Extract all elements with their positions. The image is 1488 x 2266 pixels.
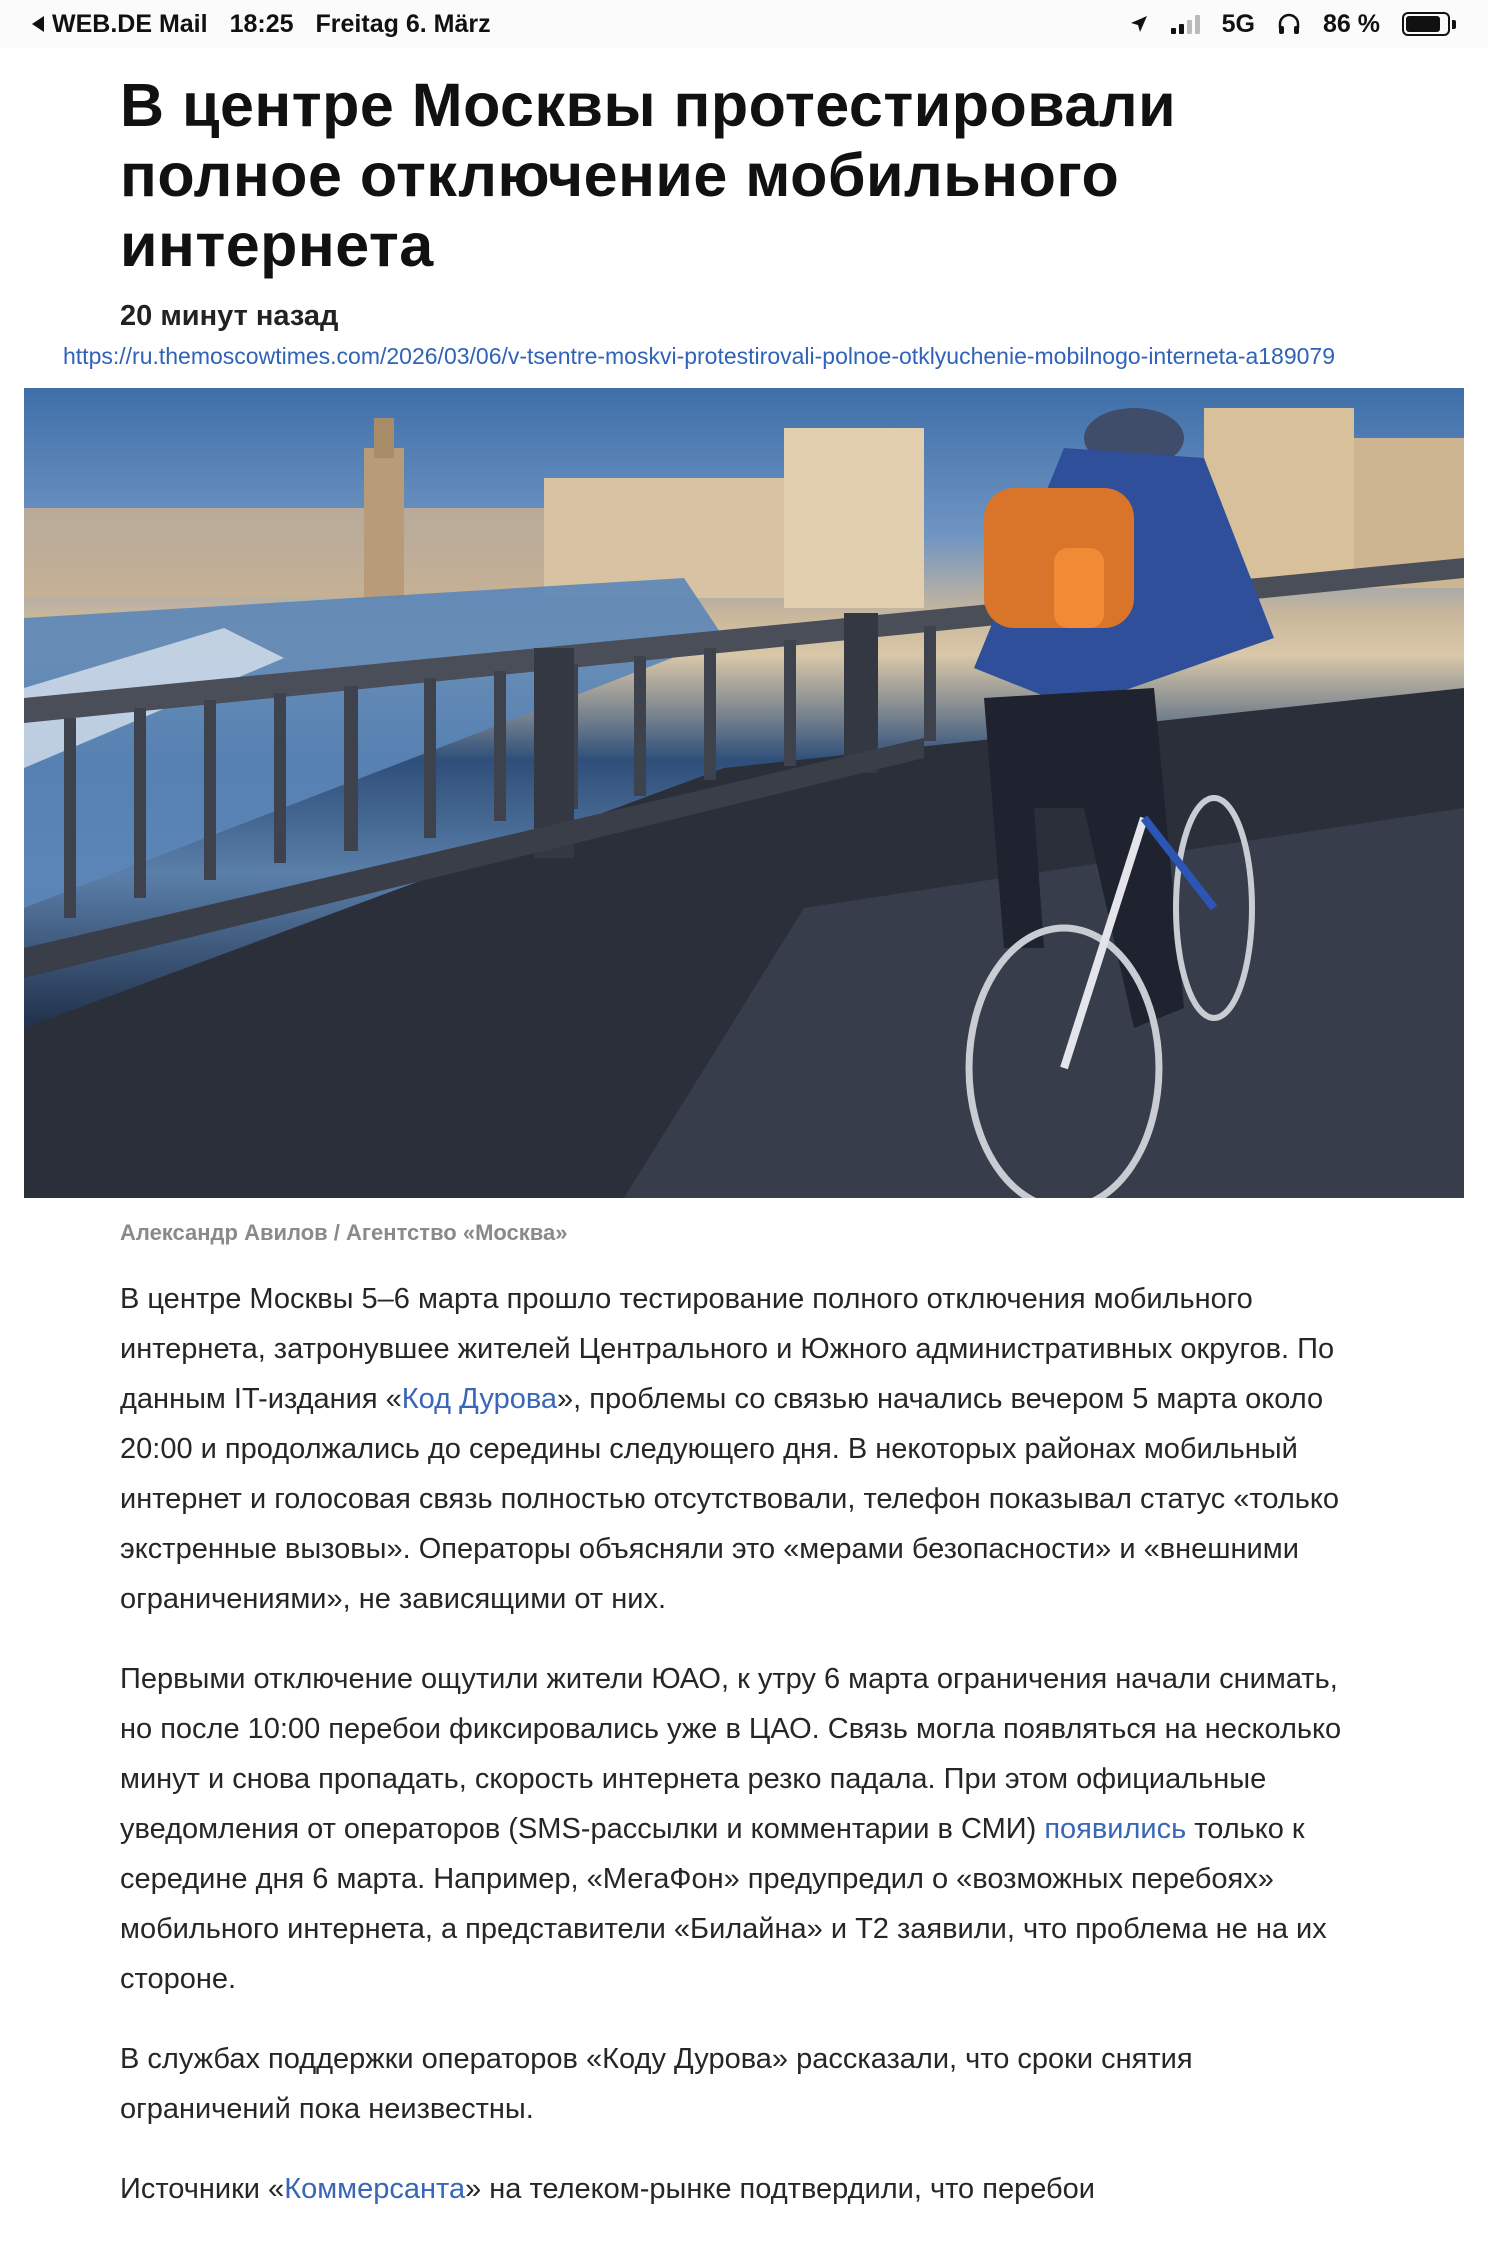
headphones-icon [1277,13,1301,35]
back-app-label: WEB.DE Mail [52,9,208,38]
paragraph-4: Источники «Коммерсанта» на телеком-рынке подтвердили, что перебои [120,2173,1095,2205]
paragraph-3: В службах поддержки операторов «Коду Дурова» рассказали, что сроки снятия ограничений пока неизвестны. [120,2043,1193,2125]
cellular-signal-icon [1171,14,1200,34]
kommersant-link[interactable]: Коммерсанта [284,2173,466,2205]
clock: 18:25 [229,9,294,38]
back-to-app-button[interactable] [32,10,208,39]
paragraph-2: Первыми отключение ощутили жители ЮАО, к утру 6 марта ограничения начали снимать, но после 10:00 перебои фиксировались уже в ЦАО. Связь могла появляться на несколько минут и снова пропадать, скорость интернета резко падала. При этом официальные уведомления от операторов (SMS-рассылки и комментарии в СМИ) появились только к середине дня 6 марта. Например, «МегаФон» предупредил о «возможных перебоях» мобильного интернета, а представители «Билайна» и Т2 заявили, что проблема не на их стороне. [120,1663,1342,1995]
back-arrow-icon [32,16,44,32]
battery-icon [1402,12,1456,36]
battery-percent: 86 % [1323,9,1380,38]
kod-durova-link[interactable]: Код Дурова [401,1383,558,1415]
article-time: 20 минут назад [120,300,339,332]
date: Freitag 6. März [315,9,491,38]
article-body [120,1274,1360,2214]
paragraph-1: В центре Москвы 5–6 марта прошло тестирование полного отключения мобильного интернета, затронувшее жителей Центрального и Южного административных округов. По данным IT-издания «Код Дурова», проблемы со связью начались вечером 5 марта около 20:00 и продолжались до середины следующего дня. В некоторых районах мобильный интернет и голосовая связь полностью отсутствовали, телефон показывал статус «только экстренные вызовы». Операторы объясняли это «мерами безопасности» и «внешними ограничениями», не зависящими от них. [120,1283,1340,1615]
source-url-link[interactable]: https://ru.themoscowtimes.com/2026/03/06/v-tsentre-moskvi-protestirovali-polnoe-otklyuchenie-mobilnogo-interneta-a189079 [63,343,1336,369]
network-type: 5G [1221,9,1256,38]
status-bar [0,0,1488,48]
article-headline: В центре Москвы протестировали полное отключение мобильного интернета [120,71,1177,279]
article-photo [24,388,1464,1198]
photo-caption: Александр Авилов / Агентство «Москва» [120,1220,568,1245]
appeared-link[interactable]: появились [1044,1813,1187,1845]
location-arrow-icon [1129,14,1149,34]
photo-cyclist-on-bridge [24,388,1464,1198]
article-view[interactable] [0,48,1488,2244]
